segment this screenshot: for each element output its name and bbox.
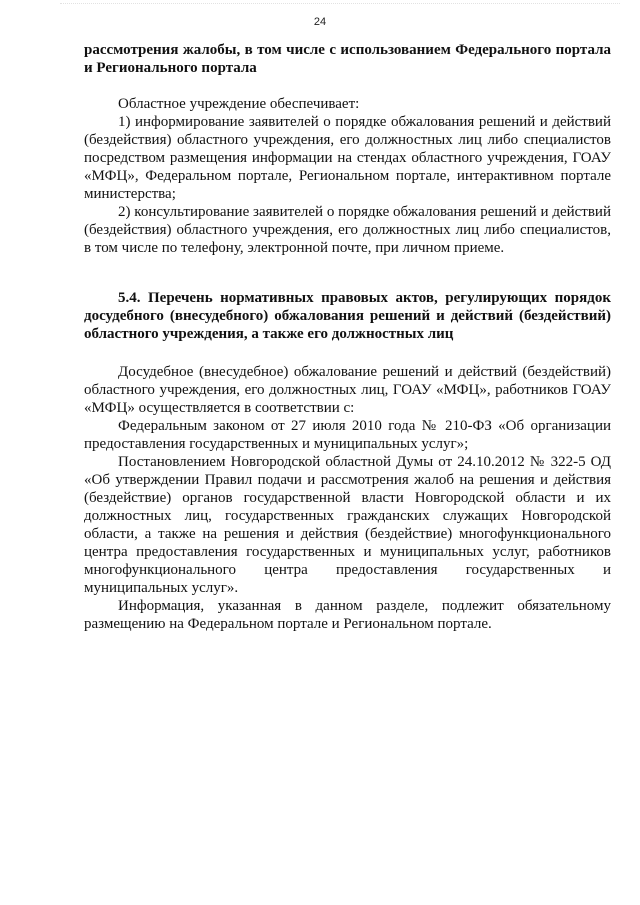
section-heading-5-4: 5.4. Перечень нормативных правовых актов, регулирующих порядок досудебного (внесудебного) обжалования решений и действий (бездействий) областного учреждения, а также его должностных лиц [84, 290, 611, 342]
intro-heading: рассмотрения жалобы, в том числе с использованием Федерального портала и Регионального портала [84, 42, 611, 76]
federal-law-paragraph: Федеральным законом от 27 июля 2010 года № 210-ФЗ «Об организации предоставления государственных и муниципальных услуг»; [84, 418, 611, 452]
document-body [84, 41, 611, 633]
page-number: 24 [313, 16, 327, 28]
resolution-paragraph: Постановлением Новгородской областной Думы от 24.10.2012 № 322-5 ОД «Об утверждении Правил подачи и рассмотрения жалоб на решения и действия (бездействие) органов государственной власти Новгородской области и их должностных лиц, государственных гражданских служащих Новгородской области, а также на решения и действия (бездействие) многофункционального центра предоставления государственных и муниципальных услуг, работников многофункционального центра предоставления государственных и муниципальных услуг». [84, 454, 611, 596]
appeal-paragraph: Досудебное (внесудебное) обжалование решений и действий (бездействий) областного учреждения, его должностных лиц, ГОАУ «МФЦ», работников ГОАУ «МФЦ» осуществляется в соответствии с: [84, 364, 611, 416]
info-placement-paragraph: Информация, указанная в данном разделе, подлежит обязательному размещению на Федеральном портале и Региональном портале. [84, 598, 611, 632]
scan-artifact-line [60, 3, 620, 6]
list-item-consulting: 2) консультирование заявителей о порядке обжалования решений и действий (бездействия) областного учреждения, его должностных лиц либо специалистов, в том числе по телефону, электронной почте, при личном приеме. [84, 204, 611, 256]
institution-provides-text: Областное учреждение обеспечивает: [118, 96, 360, 112]
list-item-informing: 1) информирование заявителей о порядке обжалования решений и действий (бездействия) областного учреждения, его должностных лиц либо специалистов посредством размещения информации на стендах областного учреждения, ГОАУ «МФЦ», Федеральном портале, Региональном портале, интерактивном портале министерства; [84, 114, 611, 202]
